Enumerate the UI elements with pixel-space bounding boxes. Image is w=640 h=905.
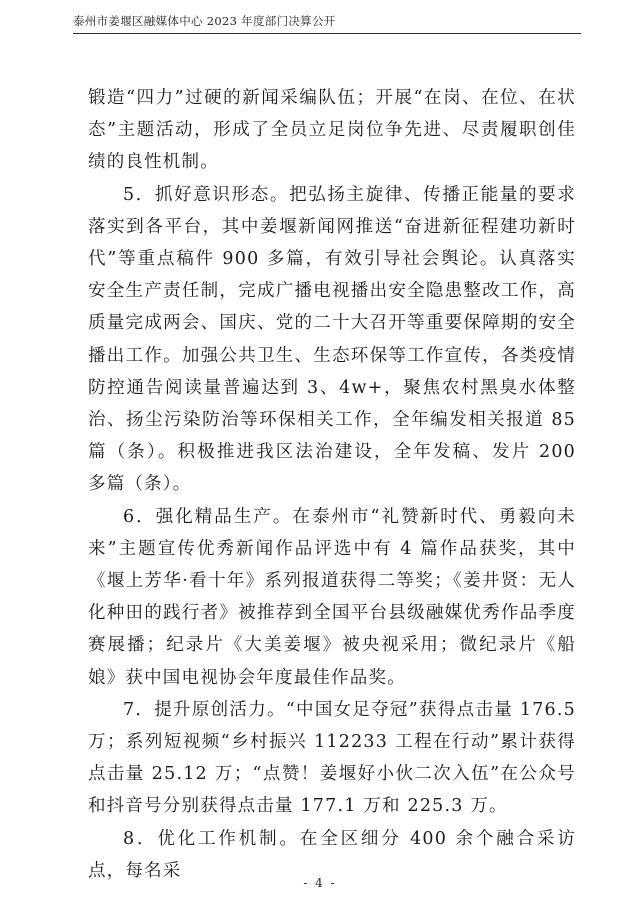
- paragraph: 锻造“四力”过硬的新闻采编队伍；开展“在岗、在位、在状态”主题活动，形成了全员立足岗位争先进、尽责履职创佳绩的良性机制。: [88, 88, 576, 173]
- header-divider: [73, 33, 581, 34]
- paragraph: 7．提升原创活力。“中国女足夺冠”获得点击量 176.5 万；系列短视频“乡村振兴 112233 工程在行动”累计获得点击量 25.12 万；“点赞！姜堰好小伙二次入伍”在公众号和抖音号分别获得点击量 177.1 万和 225.3 万。: [88, 699, 576, 817]
- document-body: [88, 82, 576, 887]
- paragraph: 8．优化工作机制。在全区细分 400 余个融合采访点，每名采: [88, 828, 576, 881]
- page-number: - 4 -: [303, 876, 337, 890]
- paragraph: 6．强化精品生产。在泰州市“礼赞新时代、勇毅向未来”主题宣传优秀新闻作品评选中有 4 篇作品获奖，其中《堰上芳华·看十年》系列报道获得二等奖；《姜井贤：无人化种田的践行者》被推荐到全国平台县级融媒优秀作品季度赛展播；纪录片《大美姜堰》被央视采用；微纪录片《船娘》获中国电视协会年度最佳作品奖。: [88, 506, 576, 688]
- paragraph: 5．抓好意识形态。把弘扬主旋律、传播正能量的要求落实到各平台，其中姜堰新闻网推送“奋进新征程建功新时代”等重点稿件 900 多篇，有效引导社会舆论。认真落实安全生产责任制，完成广播电视播出安全隐患整改工作，高质量完成两会、国庆、党的二十大召开等重要保障期的安全播出工作。加强公共卫生、生态环保等工作宣传，各类疫情防控通告阅读量普遍达到 3、4w+，聚焦农村黑臭水体整治、扬尘污染防治等环保相关工作，全年编发相关报道 85 篇（条）。积极推进我区法治建设，全年发稿、发片 200 多篇（条）。: [88, 184, 576, 495]
- page-header: 泰州市姜堰区融媒体中心 2023 年度部门决算公开: [73, 14, 336, 28]
